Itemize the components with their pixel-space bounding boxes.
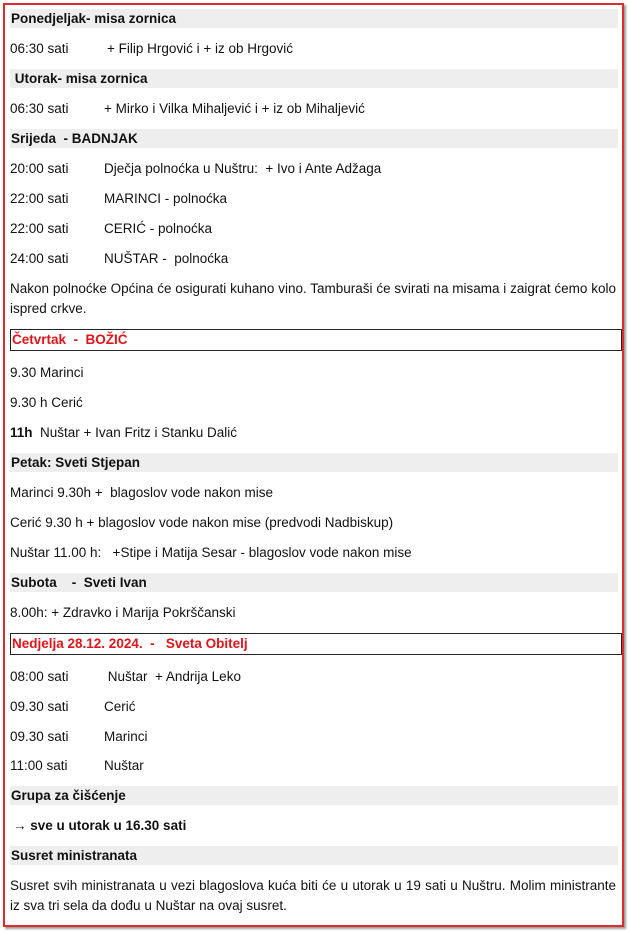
altar-servers-note: Susret svih ministranata u vezi blagoslova kuća biti će u utorak u 19 sati u Nuštru. Molim ministrante iz sva tri sela da dođu u Nuštar na ovaj susret. [10,878,616,913]
friday-line: Nuštar 11.00 h: +Stipe i Matija Sesar - blagoslov vode nakon mise [10,545,412,560]
tuesday-row [10,99,365,118]
thursday-line: 9.30 Marinci [10,365,84,380]
intention: + Mirko i Vilka Mihaljević i + iz ob Mihaljević [104,101,365,116]
thursday-line [10,423,237,442]
monday-row [10,39,294,58]
wednesday-row [10,249,229,268]
time: 22:00 sati [10,191,69,206]
intention: Nuštar + Ivan Fritz i Stanku Dalić [32,425,237,440]
thursday-heading: Četvrtak - BOŽIĆ [10,329,622,351]
sunday-row [10,697,136,716]
time: 09.30 sati [10,699,69,714]
thursday-line: 9.30 h Cerić [10,395,83,410]
intention: Cerić [104,699,136,714]
time: 09.30 sati [10,729,69,744]
cleaning-line [13,816,186,835]
intention: MARINCI - polnoćka [104,191,228,206]
wednesday-row [10,219,213,238]
time: 08:00 sati [10,669,69,684]
wednesday-heading: Srijeda - BADNJAK [10,129,618,148]
christmas-eve-note: Nakon polnoćke Općina će osigurati kuhano vino. Tamburaši će svirati na misama i zaigrat ćemo kolo ispred crkve. [10,281,616,316]
sunday-heading: Nedjelja 28.12. 2024. - Sveta Obitelj [10,633,622,655]
altar-servers-heading: Susret ministranata [10,846,618,865]
time: 20:00 sati [10,161,69,176]
saturday-line: 8.00h: + Zdravko i Marija Pokrščanski [10,605,236,620]
wednesday-row [10,189,228,208]
intention: CERIĆ - polnoćka [104,221,213,236]
sunday-row [10,756,144,775]
bulletin-page [3,3,624,927]
sunday-row [10,727,148,746]
cleaning-text: sve u utorak u 16.30 sati [26,818,187,833]
time-bold: 11h [10,425,33,440]
intention: + Filip Hrgović i + iz ob Hrgović [107,41,294,56]
wednesday-row [10,159,382,178]
friday-line: Marinci 9.30h + blagoslov vode nakon mise [10,485,274,500]
intention: NUŠTAR - polnoćka [104,251,229,266]
time: 22:00 sati [10,221,69,236]
time: 06:30 sati [10,41,69,56]
time: 06:30 sati [10,101,69,116]
intention: Marinci [104,729,148,744]
cleaning-heading: Grupa za čišćenje [10,786,618,805]
intention: Nuštar + Andrija Leko [104,669,241,684]
time: 11:00 sati [10,758,68,773]
sunday-row [10,667,241,686]
arrow-right-icon: → [13,818,27,833]
time: 24:00 sati [10,251,69,266]
intention: Dječja polnoćka u Nuštru: + Ivo i Ante Adžaga [104,161,382,176]
monday-heading: Ponedjeljak- misa zornica [10,9,618,28]
friday-heading: Petak: Sveti Stjepan [10,453,618,472]
intention: Nuštar [104,758,144,773]
friday-line: Cerić 9.30 h + blagoslov vode nakon mise (predvodi Nadbiskup) [10,515,394,530]
saturday-heading: Subota - Sveti Ivan [10,573,618,592]
tuesday-heading: Utorak- misa zornica [10,69,618,88]
